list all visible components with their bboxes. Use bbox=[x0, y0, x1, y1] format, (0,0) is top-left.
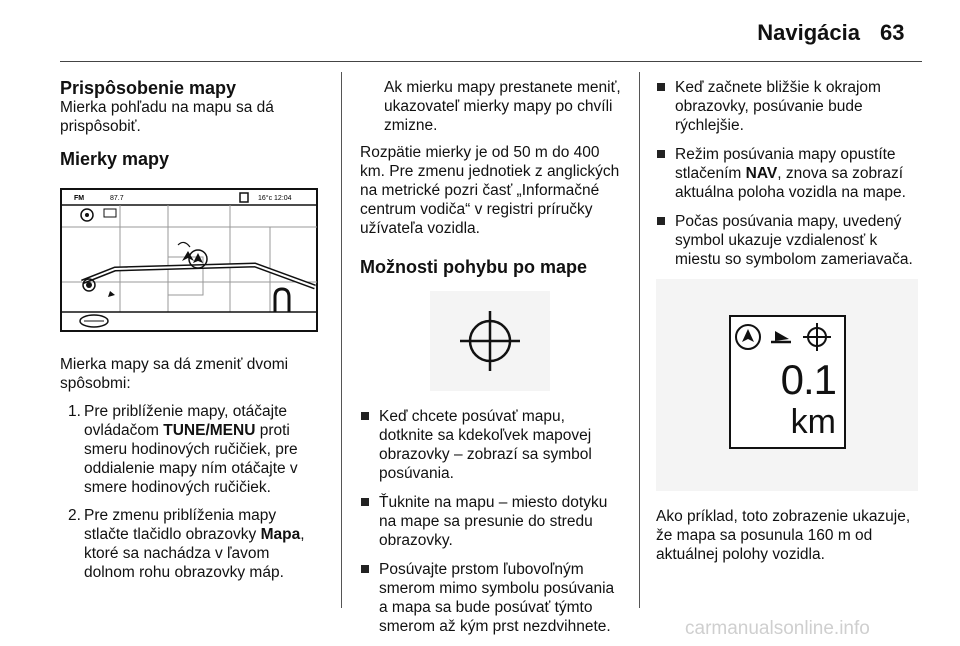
text-after-figure: Mierka mapy sa dá zmeniť dvomi spôsobmi: bbox=[60, 356, 289, 392]
column-1 bbox=[60, 78, 322, 591]
crosshair-icon bbox=[803, 323, 831, 351]
scroll-bullets-list bbox=[360, 407, 622, 636]
bullet-square-icon bbox=[361, 565, 369, 573]
distance-value: 0.1 bbox=[780, 356, 836, 403]
step-number: 1. bbox=[68, 403, 81, 420]
column-2 bbox=[360, 78, 622, 646]
column-divider-2 bbox=[639, 72, 640, 608]
distance-display-figure bbox=[656, 279, 918, 491]
bullet-square-icon bbox=[657, 83, 665, 91]
continued-step-text: Ak mierku mapy prestanete meniť, ukazovateľ mierky mapy po chvíli zmizne. bbox=[384, 79, 621, 134]
distance-unit: km bbox=[790, 403, 836, 441]
map-radio-band: FM bbox=[74, 195, 85, 202]
scroll-bullets-list-continued bbox=[656, 78, 922, 269]
section-title: Prispôsobenie mapy bbox=[60, 78, 237, 98]
column-3 bbox=[656, 78, 922, 564]
step-item: 2. Pre zmenu priblíženia mapy stlačte tlačidlo obrazovky Mapa, ktoré sa nachádza v ľavom dolnom rohu obrazovky máp. bbox=[68, 507, 305, 581]
direction-arrow-icon bbox=[775, 331, 789, 341]
bullet-item: Keď chcete posúvať mapu, dotknite sa kdekoľvek mapovej obrazovky – zobrazí sa symbol posúvania. bbox=[360, 407, 622, 483]
step-item: 1. Pre priblíženie mapy, otáčajte ovládačom TUNE/MENU proti smeru hodinových ručičiek, pre oddialenie mapy ním otáčajte v smere hodinových ručičiek. bbox=[68, 403, 298, 496]
map-screen-figure bbox=[60, 187, 320, 337]
map-frequency: 87.7 bbox=[110, 195, 124, 202]
bold-term: TUNE/MENU bbox=[163, 422, 256, 439]
step-number: 2. bbox=[68, 507, 81, 524]
bullet-square-icon bbox=[657, 150, 665, 158]
bullet-item: Keď začnete bližšie k okrajom obrazovky, posúvanie bude rýchlejšie. bbox=[656, 78, 922, 135]
watermark: carmanualsonline.info bbox=[685, 618, 870, 639]
subsection-title: Možnosti pohybu po mape bbox=[360, 257, 587, 277]
bullet-square-icon bbox=[657, 217, 665, 225]
bullet-item: Ťuknite na mapu – miesto dotyku na mape sa presunie do stredu obrazovky. bbox=[360, 493, 622, 550]
example-text: Ako príklad, toto zobrazenie ukazuje, že mapa sa posunula 160 m od aktuálnej polohy vozidla. bbox=[656, 508, 911, 563]
intro-text: Mierka pohľadu na mapu sa dá prispôsobiť. bbox=[60, 99, 274, 135]
scale-range-text: Rozpätie mierky je od 50 m do 400 km. Pre zmenu jednotiek z anglických na metrické pozri časť „Informačné centrum vodiča“ v registri príručky užívateľa vozidla. bbox=[360, 144, 620, 237]
bullet-item: Posúvajte prstom ľubovoľným smerom mimo symbolu posúvania a mapa sa bude posúvať týmto smerom až kým prst nezdvihnete. bbox=[360, 560, 622, 636]
crosshair-icon bbox=[430, 291, 550, 391]
column-divider-1 bbox=[341, 72, 342, 608]
bullet-square-icon bbox=[361, 412, 369, 420]
page-header-title: Navigácia bbox=[757, 20, 860, 45]
scale-steps-list bbox=[60, 402, 322, 582]
bullet-item: Počas posúvania mapy, uvedený symbol ukazuje vzdialenosť k miestu so symbolom zameriavača. bbox=[656, 212, 922, 269]
bullet-square-icon bbox=[361, 498, 369, 506]
map-temperature-time: 16°c 12:04 bbox=[258, 195, 292, 202]
distance-display-box bbox=[729, 315, 846, 449]
header-rule bbox=[60, 61, 922, 62]
bullet-item: Režim posúvania mapy opustíte stlačením NAV, znova sa zobrazí aktuálna poloha vozidla na mape. bbox=[656, 145, 922, 202]
bold-term: NAV bbox=[745, 165, 778, 182]
page-number: 63 bbox=[880, 20, 905, 45]
scroll-symbol-figure bbox=[430, 291, 550, 391]
bold-term: Mapa bbox=[260, 526, 301, 543]
subsection-title: Mierky mapy bbox=[60, 149, 170, 169]
